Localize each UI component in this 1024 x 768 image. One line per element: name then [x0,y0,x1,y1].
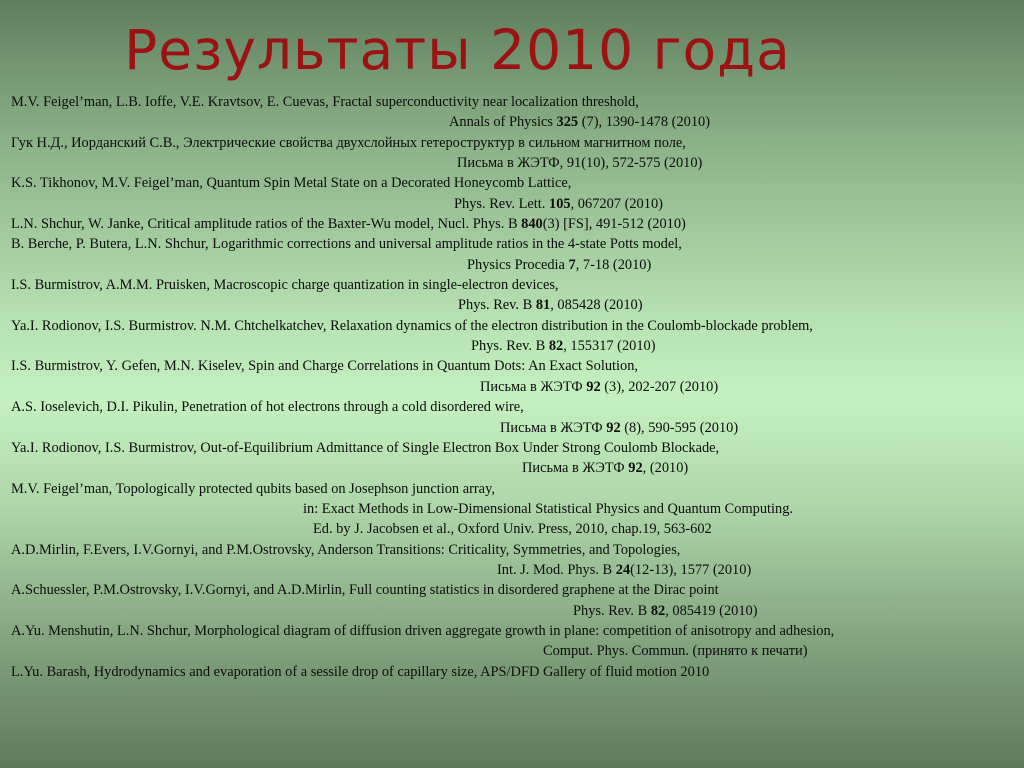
reference-author-line: M.V. Feigel’man, Topologically protected qubits based on Josephson junction array, [11,480,495,497]
reference-author-line: Ya.I. Rodionov, I.S. Burmistrov, Out-of-Equilibrium Admittance of Single Electron Box Under Strong Coulomb Blockade, [11,439,720,456]
reference-author-line: A.Schuessler, P.M.Ostrovsky, I.V.Gornyi, and A.D.Mirlin, Full counting statistics in disordered graphene at the Dirac point [11,582,719,599]
reference-journal-line: Int. J. Mod. Phys. B 24(12-13), 1577 (2010) [497,561,752,578]
reference-list [11,92,1017,682]
reference-journal-line: Phys. Rev. B 81, 085428 (2010) [458,297,643,314]
reference-journal-line: Письма в ЖЭТФ, 91(10), 572-575 (2010) [457,155,703,172]
reference-journal-line: in: Exact Methods in Low-Dimensional Statistical Physics and Quantum Computing. [303,500,794,517]
slide-title: Результаты 2010 года [124,18,791,82]
reference-author-line: Ya.I. Rodionov, I.S. Burmistrov. N.M. Chtchelkatchev, Relaxation dynamics of the electron distribution in the Coulomb-blockade problem, [11,317,813,334]
reference-journal-line: Physics Procedia 7, 7-18 (2010) [467,256,652,273]
reference-journal-line: Письма в ЖЭТФ 92 (8), 590-595 (2010) [500,419,739,436]
reference-journal-line: Phys. Rev. Lett. 105, 067207 (2010) [454,195,663,212]
reference-author-line: A.S. Ioselevich, D.I. Pikulin, Penetration of hot electrons through a cold disordered wire, [11,399,524,416]
reference-journal-line: Phys. Rev. B 82, 085419 (2010) [573,602,758,619]
reference-journal-line: Письма в ЖЭТФ 92 (3), 202-207 (2010) [480,378,719,395]
reference-journal-line: Письма в ЖЭТФ 92, (2010) [522,460,689,477]
reference-author-line: Гук Н.Д., Иорданский С.В., Электрические свойства двухслойных гетероструктур в сильном магнитном поле, [11,134,686,151]
reference-journal-line: Ed. by J. Jacobsen et al., Oxford Univ. Press, 2010, chap.19, 563-602 [313,521,712,538]
reference-journal-line: Annals of Physics 325 (7), 1390-1478 (2010) [449,114,711,131]
reference-author-line: M.V. Feigel’man, L.B. Ioffe, V.E. Kravtsov, E. Cuevas, Fractal superconductivity near localization threshold, [11,94,639,110]
reference-author-line: K.S. Tikhonov, M.V. Feigel’man, Quantum Spin Metal State on a Decorated Honeycomb Lattice, [11,175,572,192]
reference-journal-line: Phys. Rev. B 82, 155317 (2010) [471,338,656,355]
reference-author-line: L.Yu. Barash, Hydrodynamics and evaporation of a sessile drop of capillary size, APS/DFD Gallery of fluid motion 2010 [11,663,710,680]
reference-author-line: A.D.Mirlin, F.Evers, I.V.Gornyi, and P.M.Ostrovsky, Anderson Transitions: Criticality, Symmetries, and Topologies, [11,541,681,558]
reference-journal-line: Comput. Phys. Commun. (принято к печати) [543,643,808,660]
reference-author-line: L.N. Shchur, W. Janke, Critical amplitude ratios of the Baxter-Wu model, Nucl. Phys. B 840(3) [FS], 491-512 (2010) [11,216,686,233]
reference-author-line: B. Berche, P. Butera, L.N. Shchur, Logarithmic corrections and universal amplitude ratios in the 4-state Potts model, [11,236,682,253]
reference-author-line: A.Yu. Menshutin, L.N. Shchur, Morphological diagram of diffusion driven aggregate growth in plane: competition of anisotropy and adhesion, [11,622,835,639]
reference-author-line: I.S. Burmistrov, Y. Gefen, M.N. Kiselev, Spin and Charge Correlations in Quantum Dots: An Exact Solution, [11,358,639,375]
reference-author-line: I.S. Burmistrov, A.M.M. Pruisken, Macroscopic charge quantization in single-electron devices, [11,277,559,294]
